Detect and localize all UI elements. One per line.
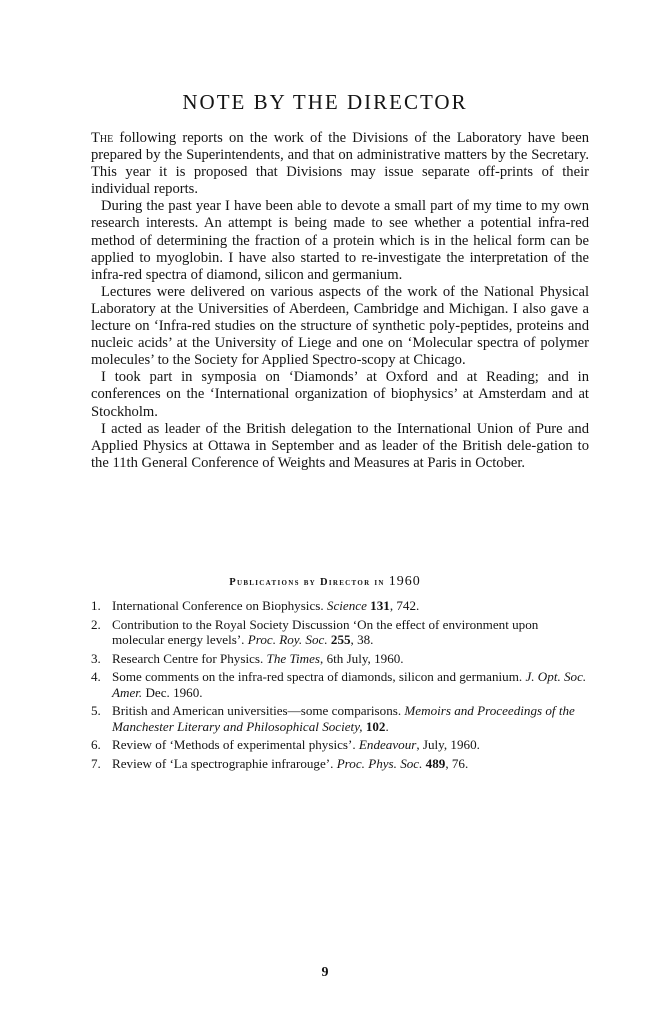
body-text — [91, 130, 589, 472]
publication-number: 7. — [91, 755, 101, 771]
publication-volume: 102 — [362, 718, 386, 734]
paragraph-1-text: following reports on the work of the Divisions of the Laboratory have been prepared by the Superintendents, and that on administrative matters by the Secretary. This year it is proposed that Divisions may issue separate off-prints of their individual reports. — [91, 130, 589, 198]
publication-number: 5. — [91, 703, 101, 719]
publication-number: 2. — [91, 616, 101, 632]
publication-rest: Dec. 1960. — [142, 684, 203, 700]
publication-text: Review of ‘Methods of experimental physics’. — [112, 737, 359, 753]
publications-year: 1960 — [388, 574, 421, 589]
publication-item — [91, 617, 593, 648]
publication-rest: . — [385, 718, 389, 734]
page-title: NOTE BY THE DIRECTOR — [182, 90, 468, 114]
publication-text: Review of ‘La spectrographie infrarouge’. — [112, 755, 337, 771]
publication-journal: J. Opt. Soc. Amer. — [112, 669, 587, 700]
publication-volume: 255 — [330, 632, 351, 647]
publication-volume: 131 — [370, 598, 390, 613]
publication-item — [91, 737, 593, 752]
publication-number: 6. — [91, 737, 101, 753]
paragraph-4: I took part in symposia on ‘Diamonds’ at Oxford and at Reading; and in conferences on the ‘International organization of biophysics’ at Amsterdam and at Stockholm. — [91, 369, 589, 420]
page-number: 9 — [321, 965, 329, 980]
paragraph-1 — [91, 130, 589, 198]
publication-text: Contribution to the Royal Society Discussion ‘On the effect of environment upon molecular energy levels’. — [112, 616, 539, 647]
publication-text: Some comments on the infra-red spectra of diamonds, silicon and germanium. — [112, 669, 526, 685]
publication-text: International Conference on Biophysics. — [112, 598, 327, 613]
publication-rest: , 6th July, 1960. — [320, 650, 404, 666]
publications-heading — [0, 574, 650, 590]
publications-heading-text: Publications by Director in — [229, 577, 385, 588]
publication-journal: Endeavour — [358, 737, 417, 753]
publication-number: 1. — [91, 598, 101, 613]
publication-number: 3. — [91, 650, 101, 666]
publication-item — [91, 756, 593, 771]
paragraph-3: Lectures were delivered on various aspects of the work of the National Physical Laboratory at the Universities of Aberdeen, Cambridge and Michigan. I also gave a lecture on ‘Infra-red studies on the structure of synthetic poly-peptides, proteins and nucleic acids’ at the University of Liege and one on ‘Molecular spectra of polymer molecules’ to the Society for Applied Spectro-scopy at Chicago. — [91, 283, 589, 369]
publication-volume: 489 — [422, 755, 446, 771]
publication-number: 4. — [91, 669, 101, 685]
publication-item — [91, 651, 593, 666]
publication-journal: The Times — [266, 650, 321, 666]
publication-journal: Proc. Roy. Soc. — [247, 632, 328, 647]
publication-journal: Science — [326, 598, 367, 613]
publication-item — [91, 703, 593, 734]
publication-rest: , 76. — [445, 755, 469, 771]
publication-rest: , July, 1960. — [416, 737, 480, 753]
publication-item — [91, 598, 593, 613]
publication-item — [91, 669, 593, 700]
paragraph-5: I acted as leader of the British delegation to the International Union of Pure and Applied Physics at Ottawa in September and as leader of the British dele-gation to the 11th General Conference of Weights and Measures at Paris in October. — [91, 420, 589, 471]
publication-text: British and American universities—some comparisons. — [112, 703, 405, 719]
paragraph-1-lead: The — [91, 130, 114, 146]
publication-journal: Memoirs and Proceedings of the Manchester Literary and Philosophical Society, — [112, 703, 575, 734]
publication-journal: Proc. Phys. Soc. — [336, 755, 423, 771]
publication-rest: , 742. — [389, 598, 420, 613]
publication-text: Research Centre for Physics. — [112, 650, 267, 666]
publications-list — [91, 598, 593, 774]
publication-rest: , 38. — [350, 632, 374, 647]
paragraph-2: During the past year I have been able to devote a small part of my time to my own research interests. An attempt is being made to see whether a potential infra-red method of determining the fraction of a protein which is in the helical form can be applied to myoglobin. I have also started to re-investigate the interpretation of the infra-red spectra of diamond, silicon and germanium. — [91, 198, 589, 283]
